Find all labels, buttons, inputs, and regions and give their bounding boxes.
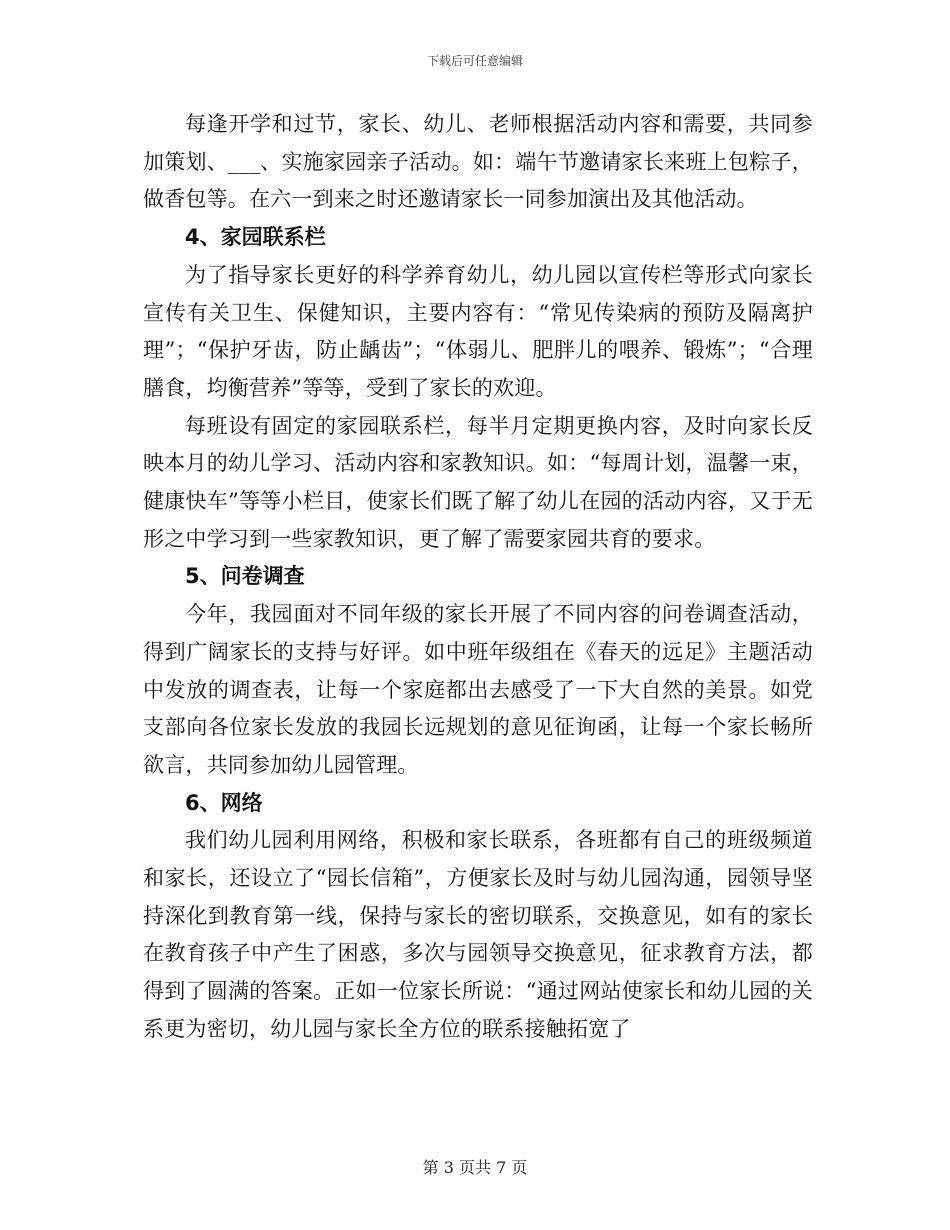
page-header: 下载后可任意编辑 <box>426 54 523 68</box>
section-heading-contact-board: 4、家园联系栏 <box>185 225 326 250</box>
document-body <box>143 106 813 1049</box>
paragraph-bulletin: 为了指导家长更好的科学养育幼儿，幼儿园以宣传栏等形式向家长宣传有关卫生、保健知识，主要内容有：“常见传染病的预防及隔离护理”；“保护牙齿，防止龋齿”；“体弱儿、肥胖儿的喂养、锻炼”；“合理膳食，均衡营养”等等，受到了家长的欢迎。 <box>143 262 813 400</box>
page-number: 第 3 页共 7 页 <box>422 1158 528 1177</box>
paragraph-survey: 今年，我园面对不同年级的家长开展了不同内容的问卷调查活动，得到广阔家长的支持与好评。如中班年级组在《春天的远足》主题活动中发放的调查表，让每一个家庭都出去感受了一下大自然的美景。如党支部向各位家长发放的我园长远规划的意见征询函，让每一个家长畅所欲言，共同参加幼儿园管理。 <box>143 602 813 777</box>
section-heading-network: 6、网络 <box>185 790 263 815</box>
section-heading-survey: 5、问卷调查 <box>185 564 305 589</box>
paragraph-contact-board: 每班设有固定的家园联系栏，每半月定期更换内容，及时向家长反映本月的幼儿学习、活动内容和家教知识。如：“每周计划，温馨一束，健康快车”等等小栏目，使家长们既了解了幼儿在园的活动内容，又于无形之中学习到一些家教知识，更了解了需要家园共育的要求。 <box>143 413 813 551</box>
paragraph-network: 我们幼儿园利用网络，积极和家长联系，各班都有自己的班级频道和家长，还设立了“园长信箱”，方便家长及时与幼儿园沟通，园领导坚持深化到教育第一线，保持与家长的密切联系，交换意见，如有的家长在教育孩子中产生了困惑，多次与园领导交换意见，征求教育方法，都得到了圆满的答案。正如一位家长所说：“通过网站使家长和幼儿园的关系更为密切，幼儿园与家长全方位的联系接触拓宽了 <box>143 828 813 1041</box>
paragraph-activities: 每逢开学和过节，家长、幼儿、老师根据活动内容和需要，共同参加策划、___、实施家园亲子活动。如：端午节邀请家长来班上包粽子，做香包等。在六一到来之时还邀请家长一同参加演出及其他活动。 <box>143 112 813 212</box>
